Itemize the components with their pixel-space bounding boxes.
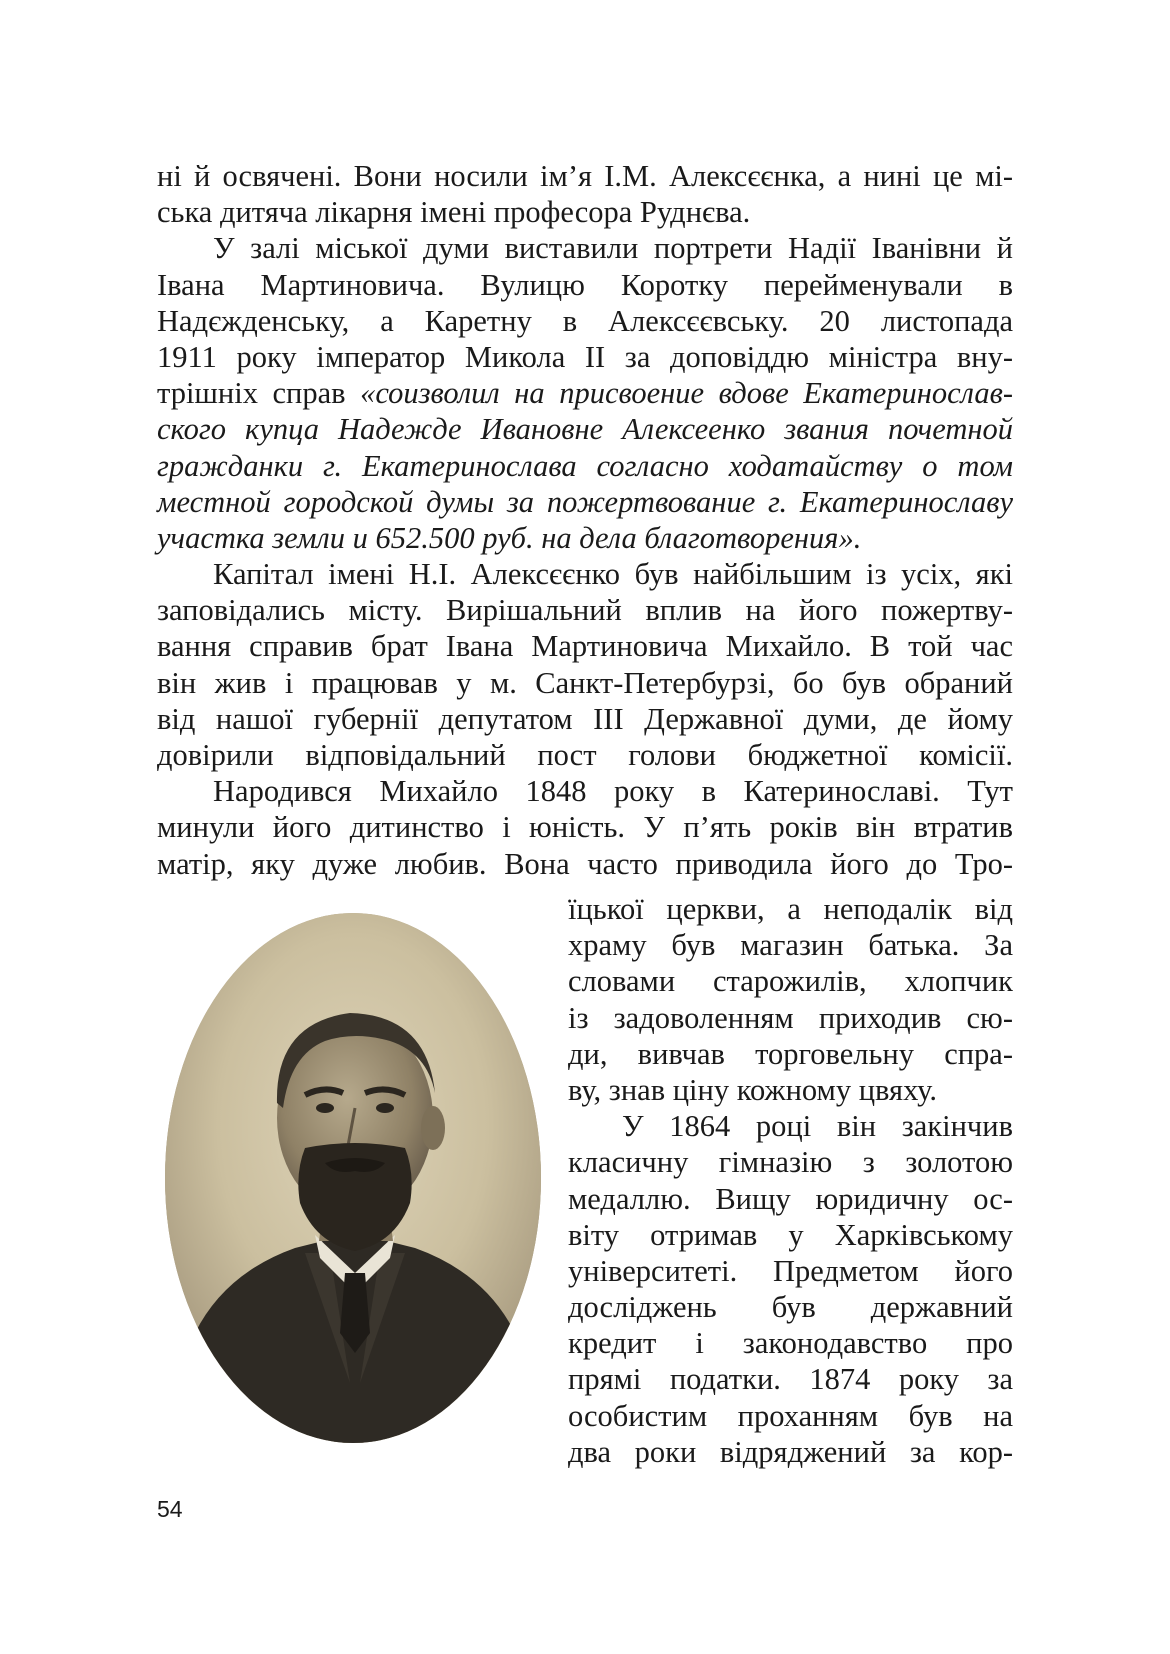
text-line: храму був магазин батька. За <box>568 928 1013 963</box>
text-line: медаллю. Вищу юридичну ос- <box>568 1181 1013 1216</box>
wrapped-text <box>568 891 1013 1470</box>
quote-line: местной городской думы за пожертвование г. Екатеринославу <box>157 484 1013 519</box>
text-line: вання справив брат Івана Мартиновича Михайло. В той час <box>157 629 1013 664</box>
text-line: від нашої губернії депутатом ІІІ Державної думи, де йому <box>157 701 1013 736</box>
quote-line: ского купца Надежде Ивановне Алексеенко звания почетной <box>157 412 1013 447</box>
text-line: два роки відряджений за кор- <box>568 1434 1013 1469</box>
paragraph-duma <box>157 230 1013 556</box>
paragraph-born-continued <box>568 891 1013 1108</box>
text-line: він жив і працював у м. Санкт-Петербурзі, бо був обраний <box>157 665 1013 700</box>
text-line: заповідались місту. Вирішальний вплив на його пожертву- <box>157 593 1013 628</box>
text-line: 1911 року імператор Микола ІІ за доповіддю міністра вну- <box>157 339 1013 374</box>
text-plain-part: трішніх справ <box>157 376 361 411</box>
text-line: ська дитяча лікарня імені професора Руднєва. <box>157 195 751 230</box>
portrait-illustration <box>165 913 541 1443</box>
text-line: ди, вивчав торговельну спра- <box>568 1036 1013 1071</box>
text-line: із задоволенням приходив сю- <box>568 1000 1013 1035</box>
paragraph-gymnasium <box>568 1108 1013 1470</box>
text-line: Капітал імені Н.І. Алексєєнко був найбільшим із усіх, які <box>213 557 1013 592</box>
paragraph-capital <box>157 556 1013 773</box>
quote-line: участка земли и 652.500 руб. на дела благотворения». <box>157 520 862 555</box>
text-line: їцької церкви, а неподалік від <box>568 892 1013 926</box>
text-line: ву, знав ціну кожному цвяху. <box>568 1072 937 1107</box>
portrait-photo <box>165 913 541 1443</box>
text-line: довірили відповідальний пост голови бюджетної комісії. <box>157 738 1013 772</box>
text-line: досліджень був державний <box>568 1290 1013 1325</box>
page-number: 54 <box>157 1496 183 1522</box>
main-text <box>157 158 1013 882</box>
paragraph-intro <box>157 158 1013 230</box>
text-line: університеті. Предметом його <box>568 1253 1013 1288</box>
text-line: У залі міської думи виставили портрети Надії Іванівни й <box>213 231 1013 266</box>
text-line: особистим проханням був на <box>568 1398 1013 1433</box>
text-line: Надєжденську, а Каретну в Алексєєвську. 20 листопада <box>157 303 1013 338</box>
text-line: класичну гімназію з золотою <box>568 1145 1013 1180</box>
text-line: минули його дитинство і юність. У п’ять років він втратив <box>157 810 1013 845</box>
text-line: словами старожилів, хлопчик <box>568 964 1013 999</box>
text-line: віту отримав у Харківському <box>568 1217 1013 1252</box>
text-line: У 1864 році він закінчив <box>622 1109 1013 1144</box>
text-line: прямі податки. 1874 року за <box>568 1362 1013 1397</box>
paragraph-born <box>157 773 1013 882</box>
text-line: ні й освячені. Вони носили ім’я І.М. Алексєєнка, а нині це мі- <box>157 159 1013 193</box>
quote-italic-part: «соизволил на присвоение вдове Екатеринослав- <box>360 376 1013 411</box>
text-line: матір, яку дуже любив. Вона часто приводила його до Тро- <box>157 846 1013 881</box>
text-line: Івана Мартиновича. Вулицю Коротку перейменували в <box>157 267 1013 302</box>
text-line: кредит і законодавство про <box>568 1326 1013 1361</box>
quote-line: гражданки г. Екатеринослава согласно ходатайству о том <box>157 448 1013 483</box>
text-line-mixed <box>157 375 1013 411</box>
text-line: Народився Михайло 1848 року в Катеринославі. Тут <box>213 774 1013 809</box>
